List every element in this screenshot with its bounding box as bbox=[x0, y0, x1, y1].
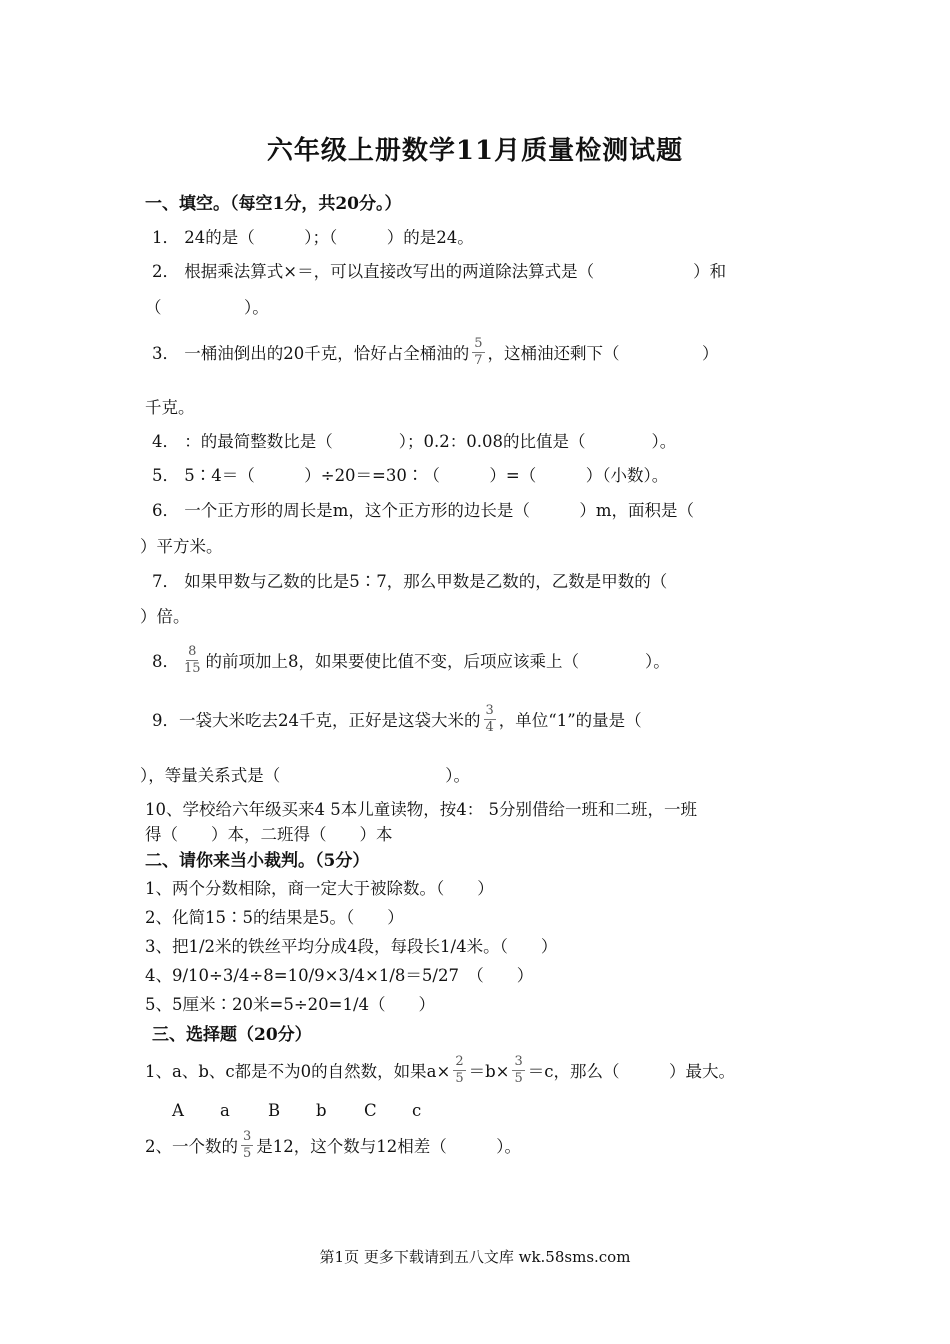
choice-question-2-text: 2、一个数的 bbox=[145, 1137, 238, 1156]
fill-question-9-text-2: ，单位“1”的量是（ bbox=[498, 711, 642, 730]
choice-question-1-options bbox=[172, 1101, 460, 1120]
fill-question-2 bbox=[152, 258, 804, 282]
judge-item: 2、化简15∶5的结果是5。（ ） bbox=[145, 908, 404, 927]
fraction-numerator: 5 bbox=[474, 335, 483, 351]
option-text: c bbox=[412, 1101, 422, 1120]
choice-question-2 bbox=[145, 1125, 521, 1165]
fraction bbox=[453, 1055, 465, 1085]
fraction-numerator: 3 bbox=[243, 1128, 252, 1144]
fill-question-10-cont: 得（ ）本，二班得（ ）本 bbox=[145, 825, 393, 844]
fraction-numerator: 8 bbox=[188, 643, 197, 659]
choice-question-1-text-2: ＝b× bbox=[468, 1062, 510, 1081]
fill-question-9 bbox=[152, 699, 642, 739]
fraction bbox=[182, 645, 203, 675]
option-label[interactable]: C bbox=[364, 1101, 377, 1120]
page-footer: 第1页 更多下载请到五八文库 wk.58sms.com bbox=[319, 1248, 631, 1266]
fill-question-4: 4． ：的最简整数比是（ ）；0.2：0.08的比值是（ ）。 bbox=[152, 432, 677, 451]
fraction-denominator: 5 bbox=[243, 1145, 252, 1161]
choice-question-1 bbox=[145, 1050, 735, 1090]
fraction bbox=[241, 1130, 253, 1160]
fraction bbox=[512, 1055, 524, 1085]
judge-item: 3、把1/2米的铁丝平均分成4段，每段长1/4米。（ ） bbox=[145, 937, 558, 956]
fraction bbox=[472, 337, 484, 367]
fraction-denominator: 15 bbox=[184, 660, 201, 676]
fill-question-3-cont: 千克。 bbox=[145, 398, 195, 417]
fraction-denominator: 5 bbox=[455, 1070, 464, 1086]
section-3-heading: 三、选择题（20分） bbox=[152, 1025, 312, 1045]
fill-question-6: 6． 一个正方形的周长是m，这个正方形的边长是（ ）m，面积是（ bbox=[152, 501, 695, 520]
fill-question-3-text-2: ，这桶油还剩下（ ） bbox=[487, 344, 719, 363]
fraction-numerator: 3 bbox=[514, 1053, 523, 1069]
judge-item: 5、5厘米∶20米=5÷20=1/4（ ） bbox=[145, 995, 436, 1014]
page-title: 六年级上册数学11月质量检测试题 bbox=[266, 136, 684, 166]
section-1-heading: 一、填空。（每空1分，共20分。） bbox=[145, 194, 402, 214]
fill-question-8 bbox=[152, 640, 670, 680]
fill-question-2-text: 2． 根据乘法算式×＝，可以直接改写出的两道除法算式是（ ）和 bbox=[152, 262, 727, 281]
option-text: b bbox=[316, 1101, 327, 1120]
fill-question-2-cont: （ ）。 bbox=[145, 298, 269, 317]
fill-question-6-cont: ）平方米。 bbox=[140, 537, 223, 556]
choice-question-1-text-3: ＝c，那么（ ）最大。 bbox=[527, 1062, 736, 1081]
fraction-denominator: 7 bbox=[474, 352, 483, 368]
fraction-denominator: 5 bbox=[514, 1070, 523, 1086]
judge-item: 4、9/10÷3/4÷8=10/9×3/4×1/8＝5/27 （ ） bbox=[145, 966, 534, 985]
fill-question-9-text: 9．一袋大米吃去24千克，正好是这袋大米的 bbox=[152, 711, 481, 730]
fill-question-5: 5． 5∶4＝（ ）÷20＝=30∶（ ）=（ ）（小数）。 bbox=[152, 466, 669, 485]
option-text: a bbox=[220, 1101, 230, 1120]
fraction bbox=[484, 704, 496, 734]
section-2-heading: 二、请你来当小裁判。（5分） bbox=[145, 851, 370, 871]
fill-question-10: 10、学校给六年级买来4 5本儿童读物，按4： 5分别借给一班和二班，一班 bbox=[145, 800, 697, 819]
fill-question-8-number: 8． bbox=[152, 652, 179, 671]
choice-question-2-text-2: 是12，这个数与12相差（ ）。 bbox=[256, 1137, 522, 1156]
fill-question-9-cont: ），等量关系式是（ ）。 bbox=[140, 766, 470, 785]
fraction-denominator: 4 bbox=[485, 719, 494, 735]
fill-question-8-text: 的前项加上8，如果要使比值不变，后项应该乘上（ ）。 bbox=[205, 652, 670, 671]
option-label[interactable]: A bbox=[172, 1101, 184, 1120]
fill-question-1: 1． 24的是（ ）；（ ）的是24。 bbox=[152, 228, 474, 247]
fraction-numerator: 3 bbox=[485, 702, 494, 718]
fill-question-7: 7． 如果甲数与乙数的比是5∶7，那么甲数是乙数的，乙数是甲数的（ bbox=[152, 572, 668, 591]
judge-item: 1、两个分数相除，商一定大于被除数。（ ） bbox=[145, 879, 494, 898]
fraction-numerator: 2 bbox=[455, 1053, 464, 1069]
option-label[interactable]: B bbox=[268, 1101, 281, 1120]
fill-question-3 bbox=[152, 332, 719, 372]
choice-question-1-text: 1、a、b、c都是不为0的自然数，如果a× bbox=[145, 1062, 451, 1081]
fill-question-7-cont: ）倍。 bbox=[140, 607, 190, 626]
fill-question-3-text: 3． 一桶油倒出的20千克，恰好占全桶油的 bbox=[152, 344, 470, 363]
